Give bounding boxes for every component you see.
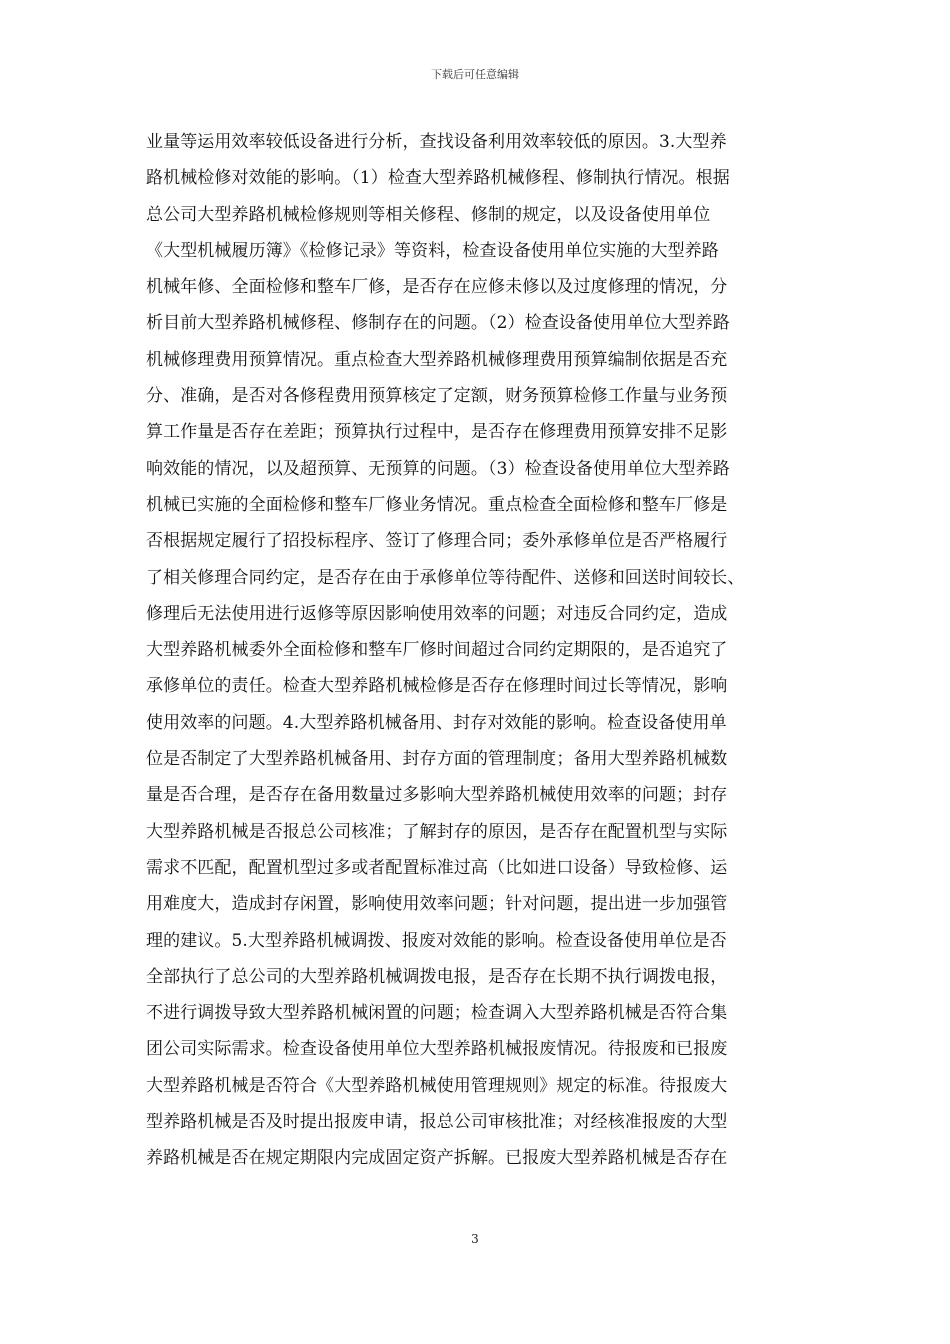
text-line: 全部执行了总公司的大型养路机械调拨电报，是否存在长期不执行调拨电报， <box>146 966 728 987</box>
text-line: 《大型机械履历簿》《检修记录》等资料，检查设备使用单位实施的大型养路 <box>146 240 719 261</box>
text-line: 型养路机械是否及时提出报废申请，报总公司审核批准；对经核准报废的大型 <box>146 1112 728 1133</box>
text-line: 业量等运用效率较低设备进行分析，查找设备利用效率较低的原因。3.大型养 <box>146 132 727 152</box>
text-line: 响效能的情况，以及超预算、无预算的问题。（3）检查设备使用单位大型养路 <box>146 458 730 479</box>
text-line: 大型养路机械是否报总公司核准；了解封存的原因，是否存在配置机型与实际 <box>146 821 728 842</box>
text-line: 算工作量是否存在差距；预算执行过程中，是否存在修理费用预算安排不足影 <box>146 422 728 443</box>
text-line: 机械年修、全面检修和整车厂修，是否存在应修未修以及过度修理的情况，分 <box>146 277 728 298</box>
page-header: 下载后可任意编辑 <box>431 68 519 81</box>
text-line: 析目前大型养路机械修程、修制存在的问题。（2）检查设备使用单位大型养路 <box>146 313 730 334</box>
text-line: 用难度大，造成封存闲置，影响使用效率问题；针对问题，提出进一步加强管 <box>146 894 728 915</box>
text-line: 路机械检修对效能的影响。（1）检查大型养路机械修程、修制执行情况。根据 <box>146 168 730 189</box>
text-line: 了相关修理合同约定，是否存在由于承修单位等待配件、送修和回送时间较长、 <box>146 567 745 588</box>
text-line: 分、准确，是否对各修程费用预算核定了定额，财务预算检修工作量与业务预 <box>146 386 728 407</box>
text-line: 机械修理费用预算情况。重点检查大型养路机械修理费用预算编制依据是否充 <box>146 349 728 370</box>
document-body <box>146 124 808 1177</box>
text-line: 不进行调拨导致大型养路机械闲置的问题；检查调入大型养路机械是否符合集 <box>146 1003 728 1024</box>
text-line: 机械已实施的全面检修和整车厂修业务情况。重点检查全面检修和整车厂修是 <box>146 494 728 515</box>
text-line: 总公司大型养路机械检修规则等相关修程、修制的规定，以及设备使用单位 <box>146 204 711 225</box>
text-line: 修理后无法使用进行返修等原因影响使用效率的问题；对违反合同约定，造成 <box>146 603 728 624</box>
text-line: 量是否合理，是否存在备用数量过多影响大型养路机械使用效率的问题；封存 <box>146 785 728 806</box>
text-line: 团公司实际需求。检查设备使用单位大型养路机械报废情况。待报废和已报废 <box>146 1039 728 1060</box>
text-line: 大型养路机械是否符合《大型养路机械使用管理规则》规定的标准。待报废大 <box>146 1075 728 1096</box>
text-line: 大型养路机械委外全面检修和整车厂修时间超过合同约定期限的，是否追究了 <box>146 640 728 661</box>
text-line: 使用效率的问题。4.大型养路机械备用、封存对效能的影响。检查设备使用单 <box>146 712 727 733</box>
text-line: 理的建议。5.大型养路机械调拨、报废对效能的影响。检查设备使用单位是否 <box>146 930 727 951</box>
page-number: 3 <box>471 1232 479 1246</box>
text-line: 否根据规定履行了招投标程序、签订了修理合同；委外承修单位是否严格履行 <box>146 531 728 552</box>
text-line: 需求不匹配，配置机型过多或者配置标准过高（比如进口设备）导致检修、运 <box>146 857 728 878</box>
text-line: 位是否制定了大型养路机械备用、封存方面的管理制度；备用大型养路机械数 <box>146 749 728 770</box>
text-line: 承修单位的责任。检查大型养路机械检修是否存在修理时间过长等情况，影响 <box>146 676 728 697</box>
text-line: 养路机械是否在规定期限内完成固定资产拆解。已报废大型养路机械是否存在 <box>146 1148 728 1169</box>
